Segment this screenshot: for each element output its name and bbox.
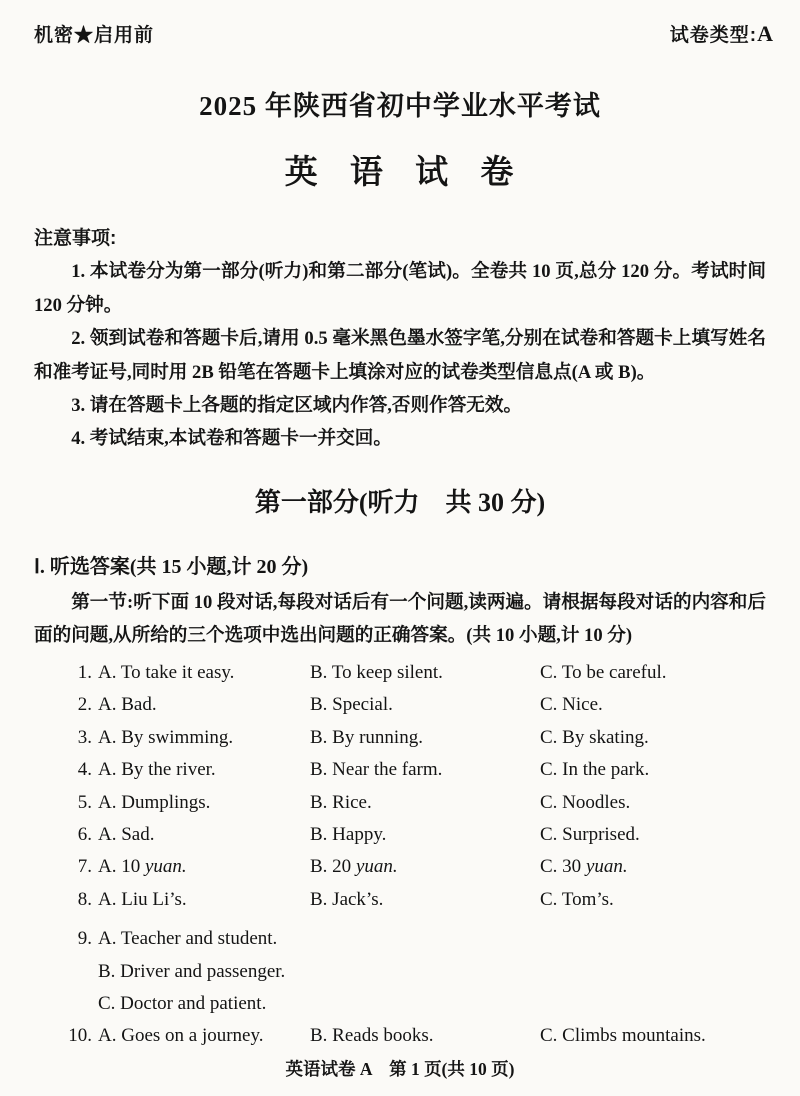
question-number: 7. — [77, 856, 92, 878]
page-footer: 英语试卷 A 第 1 页(共 10 页) — [285, 1059, 515, 1079]
question-row-5 — [68, 787, 784, 819]
option-c: C. Doctor and patient. — [98, 993, 267, 1015]
option-b-unit: yuan. — [355, 856, 398, 878]
option-a-unit: yuan. — [144, 856, 187, 878]
section1-heading: Ⅰ. 听选答案(共 15 小题,计 20 分) — [34, 556, 309, 578]
question-number: 3. — [77, 726, 92, 748]
question-number: 8. — [77, 888, 92, 910]
question-row-4 — [68, 754, 784, 786]
option-b: B. Rice. — [310, 791, 372, 813]
option-b: B. By running. — [310, 726, 423, 748]
notice-item-2: 2. 领到试卷和答题卡后,请用 0.5 毫米黑色墨水签字笔,分别在试卷和答题卡上填写姓名和准考证号,同时用 2B 铅笔在答题卡上填涂对应的试卷类型信息点(A 或 B)。 — [34, 328, 766, 383]
part1-heading: 第一部分(听力 共 30 分) — [254, 488, 546, 517]
question-row-10 — [68, 1020, 784, 1052]
question-number: 6. — [77, 824, 92, 846]
option-c — [540, 851, 784, 883]
option-a: A. Sad. — [98, 824, 155, 846]
question-row-8 — [68, 884, 784, 916]
question-row-2 — [68, 689, 784, 721]
option-c-unit: yuan. — [585, 856, 628, 878]
option-b: B. Special. — [310, 694, 393, 716]
option-c: C. To be careful. — [540, 662, 667, 683]
question-number: 9. — [77, 928, 92, 950]
option-a: A. By the river. — [98, 759, 216, 781]
paper-type — [670, 20, 774, 47]
question-row-1 — [68, 657, 784, 689]
question-number: 1. — [77, 662, 92, 683]
option-b — [310, 851, 540, 883]
option-c: C. Tom’s. — [540, 888, 614, 910]
option-b: B. Near the farm. — [310, 759, 443, 781]
notice-item-1: 1. 本试卷分为第一部分(听力)和第二部分(笔试)。全卷共 10 页,总分 120 分。考试时间 120 分钟。 — [34, 261, 766, 316]
option-c: C. Nice. — [540, 694, 603, 716]
option-c: C. Surprised. — [540, 824, 640, 846]
option-b: B. To keep silent. — [310, 662, 443, 683]
exam-subject-title: 英 语 试 卷 — [284, 155, 516, 191]
question-list — [68, 657, 784, 1053]
paper-type-value: A — [757, 21, 774, 46]
option-a: A. To take it easy. — [98, 662, 235, 683]
option-a — [98, 851, 310, 883]
confidential-label: 机密★启用前 — [34, 25, 155, 46]
option-c: C. By skating. — [540, 726, 649, 748]
option-a-amount: A. 10 — [98, 856, 145, 878]
notice-item-3: 3. 请在答题卡上各题的指定区域内作答,否则作答无效。 — [71, 395, 523, 417]
notice-section — [34, 222, 766, 456]
option-b: B. Happy. — [310, 824, 387, 846]
option-a: A. By swimming. — [98, 726, 234, 748]
option-b-amount: B. 20 — [310, 856, 356, 878]
paper-type-label: 试卷类型: — [669, 25, 758, 46]
option-a: A. Bad. — [98, 694, 157, 716]
exam-title: 2025 年陕西省初中学业水平考试 — [199, 91, 601, 121]
notice-heading: 注意事项: — [34, 228, 117, 249]
option-c: C. In the park. — [540, 759, 650, 781]
stacked-options — [98, 923, 784, 1020]
option-a: A. Dumplings. — [98, 791, 211, 813]
option-b: B. Jack’s. — [310, 888, 384, 910]
option-a: A. Teacher and student. — [98, 928, 278, 950]
notice-item-4: 4. 考试结束,本试卷和答题卡一并交回。 — [71, 428, 392, 450]
option-c: C. Climbs mountains. — [540, 1025, 706, 1047]
question-number: 10. — [68, 1025, 92, 1047]
page-header — [34, 20, 774, 47]
question-row-7 — [68, 851, 784, 883]
option-c: C. Noodles. — [540, 791, 631, 813]
question-number: 4. — [77, 759, 92, 781]
option-b: B. Reads books. — [310, 1025, 434, 1047]
option-b: B. Driver and passenger. — [98, 960, 286, 982]
section1-instructions: 第一节:听下面 10 段对话,每段对话后有一个问题,读两遍。请根据每段对话的内容和后面的问题,从所给的三个选项中选出问题的正确答案。(共 10 小题,计 10 分) — [34, 592, 766, 647]
question-row-6 — [68, 819, 784, 851]
question-number: 2. — [77, 694, 92, 716]
option-c-amount: C. 30 — [540, 856, 586, 878]
option-a: A. Goes on a journey. — [98, 1025, 264, 1047]
question-row-3 — [68, 722, 784, 754]
option-a: A. Liu Li’s. — [98, 888, 187, 910]
question-number: 5. — [77, 791, 92, 813]
question-row-9 — [68, 923, 784, 1020]
